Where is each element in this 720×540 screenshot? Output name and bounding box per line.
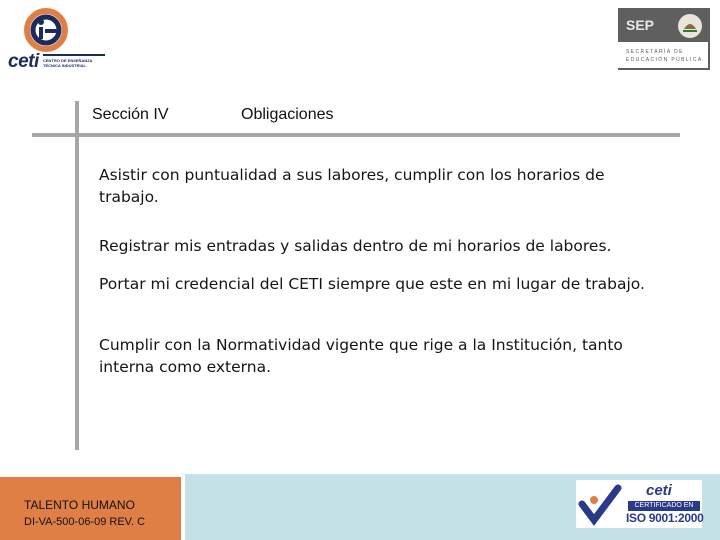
sep-logo: [618, 8, 710, 70]
paragraph-registration: Registrar mis entradas y salidas dentro de mi horarios de labores.: [99, 237, 612, 255]
ceti-emblem-icon: [24, 8, 68, 52]
sep-frame-bottom: [618, 68, 710, 70]
sep-subtitle-line2: EDUCACIÓN PÚBLICA: [626, 57, 703, 63]
iso-check-icon: [578, 482, 622, 526]
horizontal-divider: [32, 133, 680, 137]
ceti-wordmark: ceti: [8, 51, 39, 72]
sep-subtitle: [626, 48, 703, 64]
mexico-eagle-icon: [678, 14, 702, 38]
iso-certified-label: CERTIFICADO EN: [628, 501, 700, 511]
ceti-logo: [8, 8, 106, 74]
ceti-subtitle: [43, 58, 93, 68]
ceti-rule: [43, 54, 105, 56]
iso-standard-label: ISO 9001:2000: [626, 511, 704, 525]
section-label: Sección IV: [92, 106, 169, 123]
sep-wordmark: SEP: [626, 17, 655, 33]
sep-frame-right: [708, 8, 710, 70]
ceti-subtitle-line1: CENTRO DE ENSEÑANZA: [43, 58, 93, 63]
footer-document-code: DI-VA-500-06-09 REV. C: [24, 516, 146, 528]
paragraph-credential: Portar mi credencial del CETI siempre que este en mi lugar de trabajo.: [99, 275, 645, 293]
iso-certification-logo: [576, 480, 702, 528]
footer-department: TALENTO HUMANO: [24, 498, 135, 512]
ceti-subtitle-line2: TÉCNICA INDUSTRIAL: [43, 63, 86, 68]
section-title: Obligaciones: [241, 106, 334, 123]
paragraph-regulations: Cumplir con la Normatividad vigente que rige a la Institución, tanto interna como externa.: [99, 336, 623, 376]
vertical-divider: [75, 101, 79, 450]
paragraph-punctuality: Asistir con puntualidad a sus labores, cumplir con los horarios de trabajo.: [99, 166, 605, 206]
sep-subtitle-line1: SECRETARÍA DE: [626, 49, 684, 55]
iso-ceti-wordmark: ceti: [646, 482, 672, 499]
